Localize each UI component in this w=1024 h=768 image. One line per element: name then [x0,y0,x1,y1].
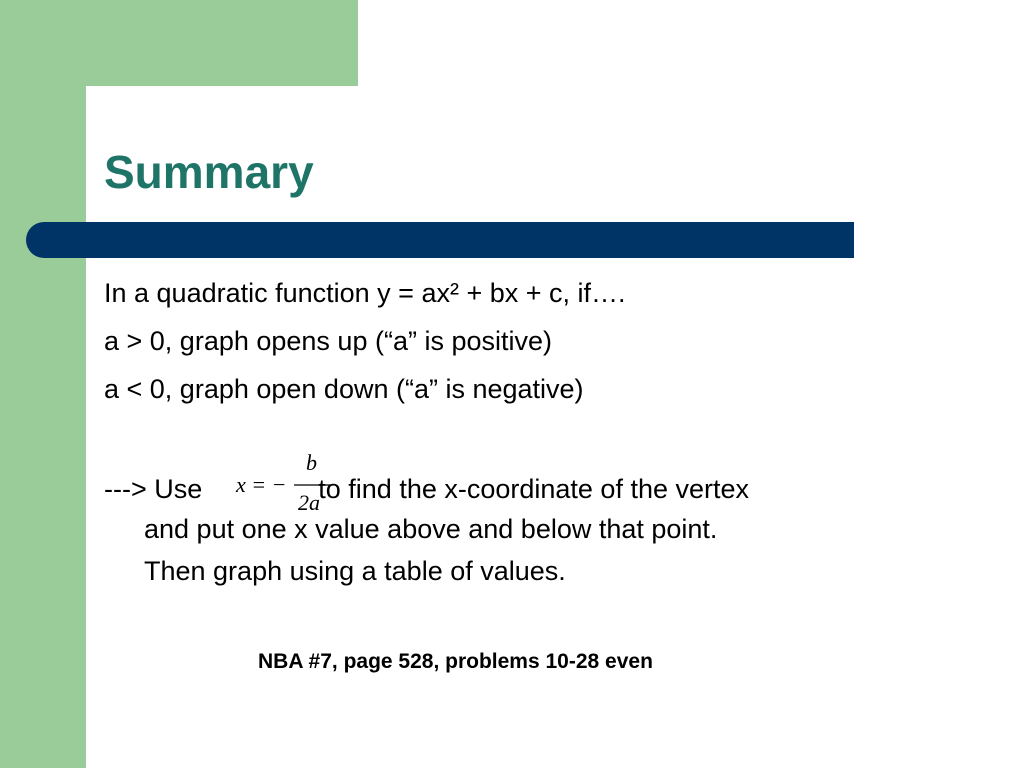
formula-numerator: b [306,450,317,475]
body-line-continued-1: and put one x value above and below that point. [144,514,718,544]
formula-denominator: 2a [298,490,320,515]
vertex-formula [234,448,338,522]
use-suffix: to find the x-coordinate of the vertex [318,474,750,504]
slide-title: Summary [104,146,314,198]
body-line-opens-up: a > 0, graph opens up (“a” is positive) [104,326,552,356]
green-top-block [0,0,358,86]
formula-lhs: x = − [236,472,287,497]
body-line-quadratic: In a quadratic function y = ax² + bx + c, if…. [104,278,626,308]
body-line-use-formula [104,472,749,506]
title-underline-bar [26,222,854,258]
use-prefix: ---> Use [104,474,203,504]
assignment-note: NBA #7, page 528, problems 10-28 even [258,650,653,673]
body-line-continued-2: Then graph using a table of values. [144,556,566,586]
green-side-band [0,0,86,768]
body-line-opens-down: a < 0, graph open down (“a” is negative) [104,374,584,404]
